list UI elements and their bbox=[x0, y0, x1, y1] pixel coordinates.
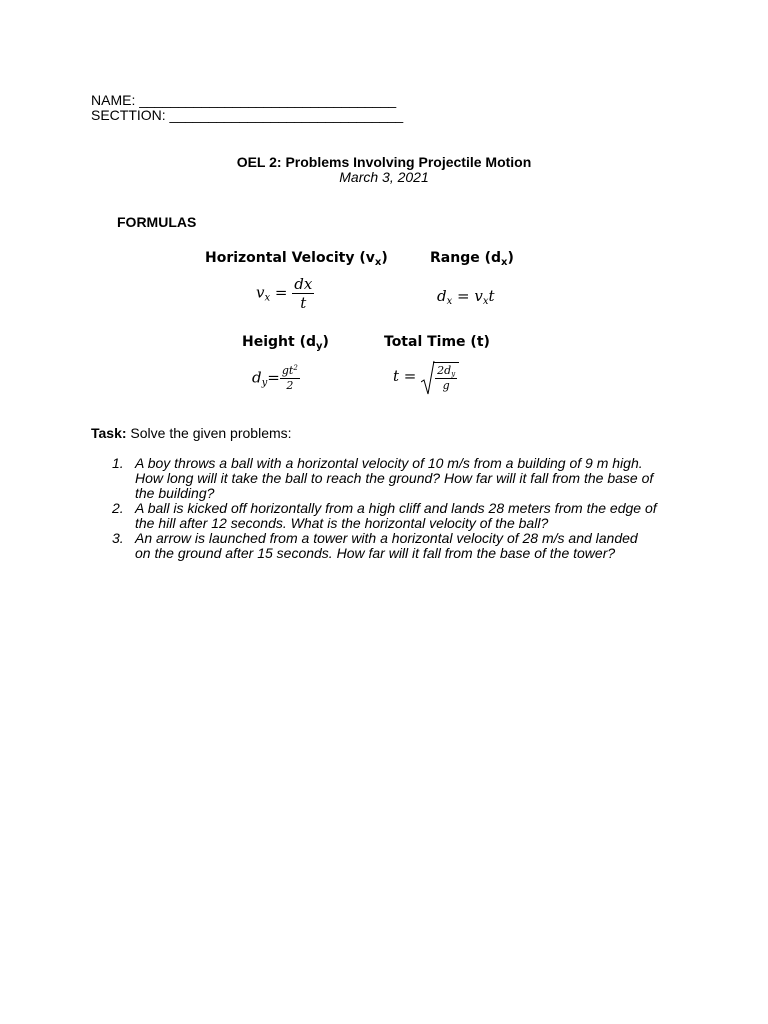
height-heading-end: ) bbox=[322, 334, 329, 350]
range-heading-end: ) bbox=[507, 250, 514, 266]
horizontal-velocity-heading-end: ) bbox=[381, 250, 388, 266]
range-formula: $d_x = v_xt$ bbox=[437, 287, 495, 307]
problem-list bbox=[112, 456, 657, 561]
horizontal-velocity-heading-sub: x bbox=[374, 257, 382, 268]
height-formula: $d_y=$ $\frac{gt^2}{2}$ bbox=[252, 364, 298, 392]
document-title-text: OEL 2: Problems Involving Projectile Motion bbox=[236, 154, 532, 170]
problem-number: 1. bbox=[112, 455, 124, 471]
problem-number: 3. bbox=[112, 530, 124, 546]
height-fraction: $\frac{gt^2}{2}$ bbox=[281, 364, 298, 392]
problem-text: A boy throws a ball with a horizontal velocity of 10 m/s from a building of 9 m high. How long will it take the ball to reach the ground? How far will it fall from the base of the building? bbox=[135, 455, 654, 501]
horizontal-velocity-heading bbox=[205, 249, 388, 267]
list-item bbox=[112, 531, 657, 561]
list-item bbox=[112, 501, 657, 531]
velocity-fraction: $\frac{dx}{t}$ bbox=[294, 275, 313, 312]
velocity-formula: $v_x$ = $\frac{dx}{t}$ bbox=[256, 275, 313, 312]
list-item bbox=[112, 456, 657, 501]
document-title bbox=[0, 154, 768, 170]
height-heading-text: Height (d bbox=[242, 334, 316, 350]
total-time-formula: t = $\frac{2d_y}{g}$ bbox=[393, 362, 459, 392]
time-fraction: $\frac{2d_y}{g}$ bbox=[437, 364, 456, 392]
formulas-heading: FORMULAS bbox=[117, 214, 197, 230]
task-label: Task: bbox=[91, 425, 127, 441]
total-time-heading: Total Time (t) bbox=[384, 334, 490, 350]
range-heading-sub: x bbox=[501, 257, 508, 268]
square-root bbox=[421, 362, 459, 392]
section-field: SECTTION: ______________________________ bbox=[91, 107, 404, 123]
problem-number: 2. bbox=[112, 500, 124, 516]
range-heading-text: Range (d bbox=[430, 250, 502, 266]
task-text: Solve the given problems: bbox=[126, 425, 292, 441]
document-date: March 3, 2021 bbox=[339, 169, 429, 185]
horizontal-velocity-heading-text: Horizontal Velocity (v bbox=[205, 250, 375, 266]
problem-text: An arrow is launched from a tower with a horizontal velocity of 28 m/s and landed on the ground after 15 seconds. How far will it fall from the base of the tower? bbox=[135, 530, 638, 561]
problem-text: A ball is kicked off horizontally from a high cliff and lands 28 meters from the edge of the hill after 12 seconds. What is the horizontal velocity of the ball? bbox=[135, 500, 657, 531]
height-heading bbox=[242, 333, 329, 351]
task-instruction bbox=[91, 425, 292, 441]
height-heading-sub: y bbox=[316, 341, 323, 352]
radical-sign-icon bbox=[421, 360, 435, 396]
range-heading bbox=[430, 249, 514, 267]
name-field: NAME: _________________________________ bbox=[91, 92, 397, 108]
